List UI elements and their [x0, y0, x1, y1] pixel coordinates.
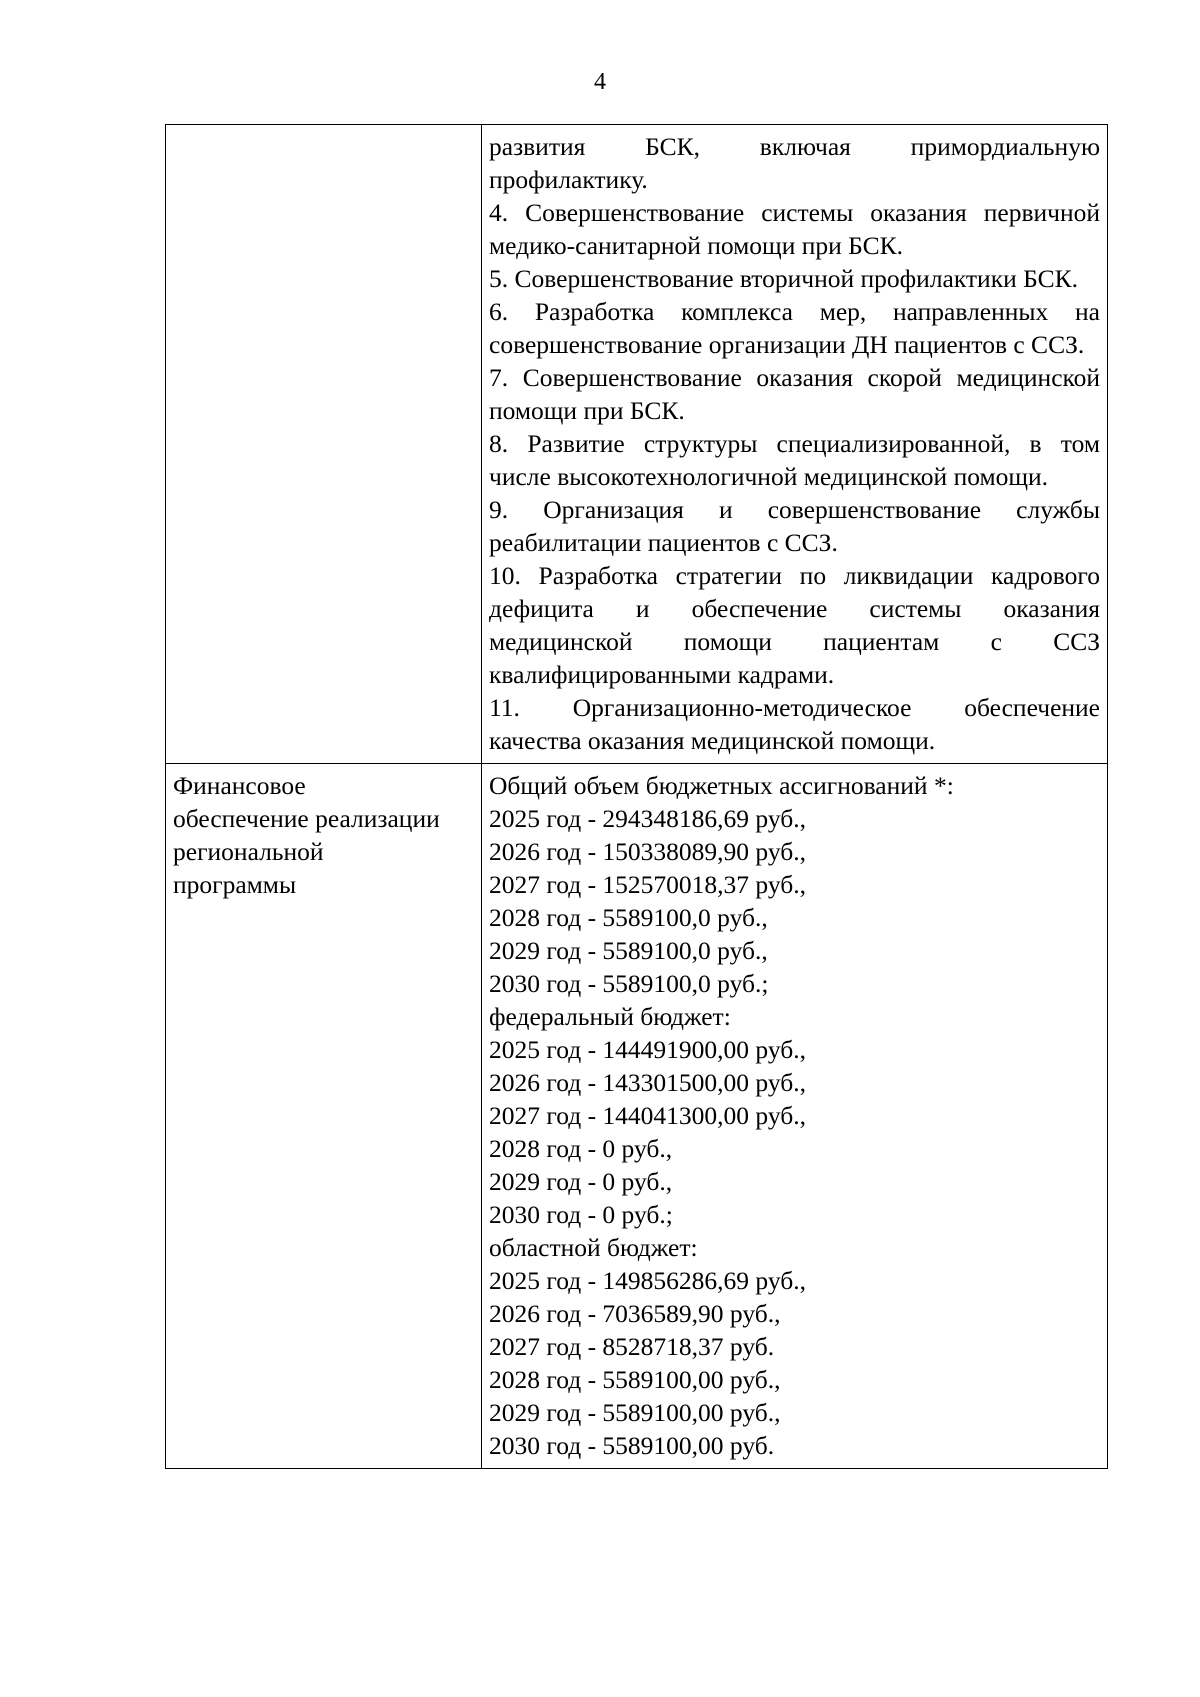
- financing-line: 2025 год - 294348186,69 руб.,: [489, 804, 806, 833]
- financing-label-cell: [166, 764, 482, 1469]
- task-item-6: 6. Разработка комплекса мер, направленных на совершенствование организации ДН пациентов с ССЗ.: [489, 297, 1100, 359]
- financing-line: 2028 год - 0 руб.,: [489, 1134, 673, 1163]
- financing-line: 2026 год - 150338089,90 руб.,: [489, 837, 806, 866]
- financing-line: 2026 год - 7036589,90 руб.,: [489, 1299, 781, 1328]
- financing-line: 2030 год - 5589100,0 руб.;: [489, 969, 769, 998]
- page-number: 4: [594, 69, 606, 95]
- financing-line: 2026 год - 143301500,00 руб.,: [489, 1068, 806, 1097]
- table-row-financing: [166, 764, 1108, 1469]
- financing-line: 2027 год - 144041300,00 руб.,: [489, 1101, 806, 1130]
- tasks-content-cell: [482, 125, 1108, 764]
- task-item-8: 8. Развитие структуры специализированной, в том числе высокотехнологичной медицинской помощи.: [489, 429, 1100, 491]
- task-item-5: 5. Совершенствование вторичной профилактики БСК.: [489, 264, 1078, 293]
- financing-label-line: Финансовое: [173, 771, 306, 800]
- financing-line: 2030 год - 0 руб.;: [489, 1200, 673, 1229]
- financing-line: 2029 год - 0 руб.,: [489, 1167, 673, 1196]
- financing-line: 2025 год - 144491900,00 руб.,: [489, 1035, 806, 1064]
- regional-budget-heading: областной бюджет:: [489, 1233, 698, 1262]
- tasks-label-cell: [166, 125, 482, 764]
- task-item-7: 7. Совершенствование оказания скорой медицинской помощи при БСК.: [489, 363, 1100, 425]
- financing-line: 2030 год - 5589100,00 руб.: [489, 1431, 775, 1460]
- financing-line: 2028 год - 5589100,0 руб.,: [489, 903, 768, 932]
- task-item-continuation: развития БСК, включая примордиальную профилактику.: [489, 132, 1100, 194]
- task-item-10: 10. Разработка стратегии по ликвидации кадрового дефицита и обеспечение системы оказания медицинской помощи пациентам с ССЗ квалифицированными кадрами.: [489, 561, 1100, 689]
- financing-line: 2025 год - 149856286,69 руб.,: [489, 1266, 806, 1295]
- financing-line: 2027 год - 152570018,37 руб.,: [489, 870, 806, 899]
- financing-label-line: региональной: [173, 837, 324, 866]
- table-row-tasks: [166, 125, 1108, 764]
- financing-line: 2029 год - 5589100,00 руб.,: [489, 1398, 781, 1427]
- financing-line: 2028 год - 5589100,00 руб.,: [489, 1365, 781, 1394]
- program-table: [165, 124, 1108, 1469]
- financing-label-line: программы: [173, 870, 297, 899]
- federal-budget-heading: федеральный бюджет:: [489, 1002, 731, 1031]
- financing-content-cell: [482, 764, 1108, 1469]
- task-item-4: 4. Совершенствование системы оказания первичной медико-санитарной помощи при БСК.: [489, 198, 1100, 260]
- task-item-11: 11. Организационно-методическое обеспечение качества оказания медицинской помощи.: [489, 693, 1100, 755]
- financing-total-heading: Общий объем бюджетных ассигнований *:: [489, 771, 954, 800]
- financing-line: 2027 год - 8528718,37 руб.: [489, 1332, 775, 1361]
- task-item-9: 9. Организация и совершенствование службы реабилитации пациентов с ССЗ.: [489, 495, 1100, 557]
- financing-line: 2029 год - 5589100,0 руб.,: [489, 936, 768, 965]
- financing-label-line: обеспечение реализации: [173, 804, 440, 833]
